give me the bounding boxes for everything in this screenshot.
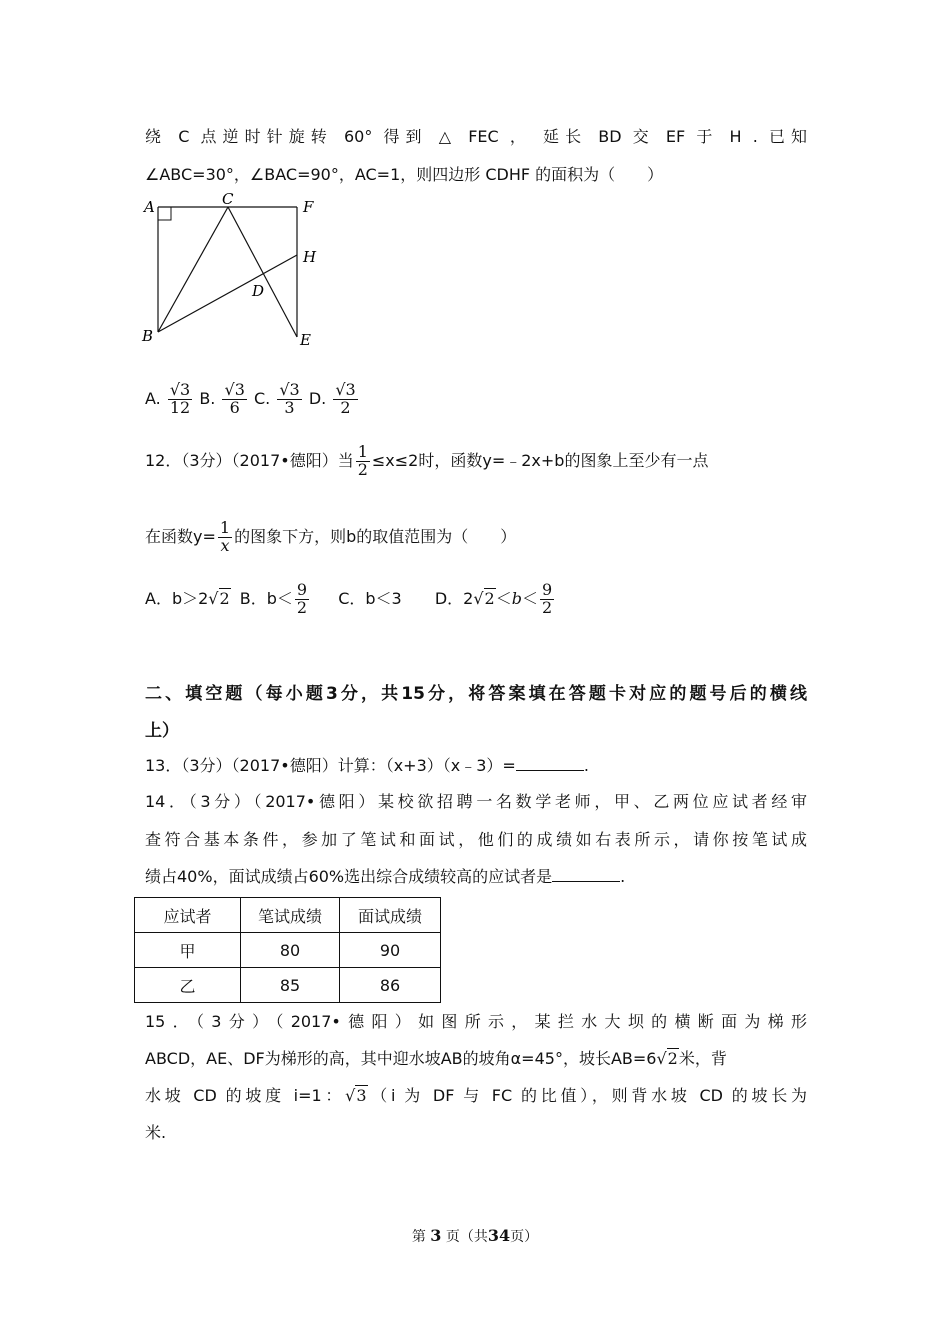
q12-fraction-half: $\frac{1}{2}$	[357, 442, 368, 479]
q12-line1	[145, 444, 807, 479]
q11-line2: ∠ABC=30°，∠BAC=90°，AC=1，则四边形 CDHF 的面积为（ ）	[145, 165, 664, 184]
table-header-row	[135, 898, 441, 933]
table-cell: 甲	[135, 933, 241, 968]
q11-opt-a-value: $\frac{√3}{12}$	[169, 380, 191, 417]
q13: 13．（3分）（2017•德阳）计算：（x+3）（x﹣3）= .	[145, 756, 589, 775]
table-header: 面试成绩	[340, 898, 441, 933]
q14-line3: 绩占40%，面试成绩占60%选出综合成绩较高的应试者是 .	[145, 867, 626, 886]
label-d: D	[252, 282, 265, 300]
q14-line2: 查符合基本条件，参加了笔试和面试，他们的成绩如右表所示，请你按笔试成	[145, 830, 807, 849]
q11-opt-c-label: C.	[253, 388, 271, 408]
q12-opt-a: A．b＞2√2	[145, 588, 230, 608]
label-h: H	[303, 248, 317, 266]
q14-line1: 14．（3分）（2017•德阳）某校欲招聘一名数学老师，甲、乙两位应试者经审	[145, 792, 807, 811]
page-footer: 第 3 页（共34页）	[411, 1226, 539, 1245]
q12-opt-c: C．b＜3	[338, 588, 402, 608]
label-b: B	[142, 327, 154, 345]
q11-opt-a-label: A.	[145, 388, 161, 408]
label-c: C	[222, 192, 234, 208]
table-header: 笔试成绩	[241, 898, 340, 933]
q12-opt-d: D．2√2＜b＜ $\frac{9}{2}$	[434, 580, 553, 617]
page-number: 3	[430, 1226, 442, 1245]
table-cell: 90	[340, 933, 441, 968]
q11-opt-d-label: D.	[308, 388, 327, 408]
table-row	[135, 933, 441, 968]
q11-opt-b-label: B.	[199, 388, 216, 408]
q12-line2-prefix: 在函数y=	[145, 526, 216, 546]
label-f: F	[303, 198, 314, 216]
section-2-heading-line2: 上）	[145, 721, 179, 741]
page-total: 34	[487, 1226, 511, 1245]
q12-options	[145, 582, 807, 617]
table-cell: 85	[241, 968, 340, 1003]
q12-line2	[145, 520, 807, 555]
q11-opt-b-value: $\frac{√3}{6}$	[224, 380, 245, 417]
table-cell: 乙	[135, 968, 241, 1003]
q15-line3: 水坡 CD 的坡度 i=1：√3（i 为 DF 与 FC 的比值），则背水坡 CD 的坡长为	[145, 1086, 807, 1105]
q12-opt-b: B．b＜ $\frac{9}{2}$	[239, 580, 308, 617]
q12-line2-suffix: 的图象下方，则b的取值范围为（ ）	[234, 526, 517, 546]
q15-line4: 米.	[145, 1123, 167, 1142]
section-2-heading-line1: 二、填空题（每小题3分，共15分，将答案填在答题卡对应的题号后的横线	[145, 684, 807, 704]
q11-options	[145, 382, 807, 417]
q12-prefix: 12．（3分）（2017•德阳）当	[145, 450, 354, 470]
q11-opt-c-value: $\frac{√3}{3}$	[279, 380, 300, 417]
label-e: E	[300, 331, 311, 349]
q12-middle: ≤x≤2时，函数y=﹣2x+b的图象上至少有一点	[371, 450, 709, 470]
q11-line1: 绕 C 点逆时针旋转 60° 得到 △ FEC ， 延长 BD 交 EF 于 H . 已知	[145, 127, 807, 146]
table-cell: 86	[340, 968, 441, 1003]
q14-answer-blank	[552, 867, 620, 882]
table-header: 应试者	[135, 898, 241, 933]
score-table	[134, 897, 441, 1003]
q15-line2: ABCD，AE、DF为梯形的高，其中迎水坡AB的坡角α=45°，坡长AB=6√2米，背	[145, 1049, 727, 1068]
label-a: A	[144, 198, 155, 216]
table-cell: 80	[241, 933, 340, 968]
table-row	[135, 968, 441, 1003]
q11-opt-d-value: $\frac{√3}{2}$	[335, 380, 356, 417]
q12-fraction-1-over-x: $\frac{1}{x}$	[219, 518, 231, 555]
q15-line1: 15．（3分）（2017•德阳）如图所示，某拦水大坝的横断面为梯形	[145, 1012, 807, 1031]
q11-figure	[140, 192, 330, 352]
q13-answer-blank	[516, 756, 584, 771]
